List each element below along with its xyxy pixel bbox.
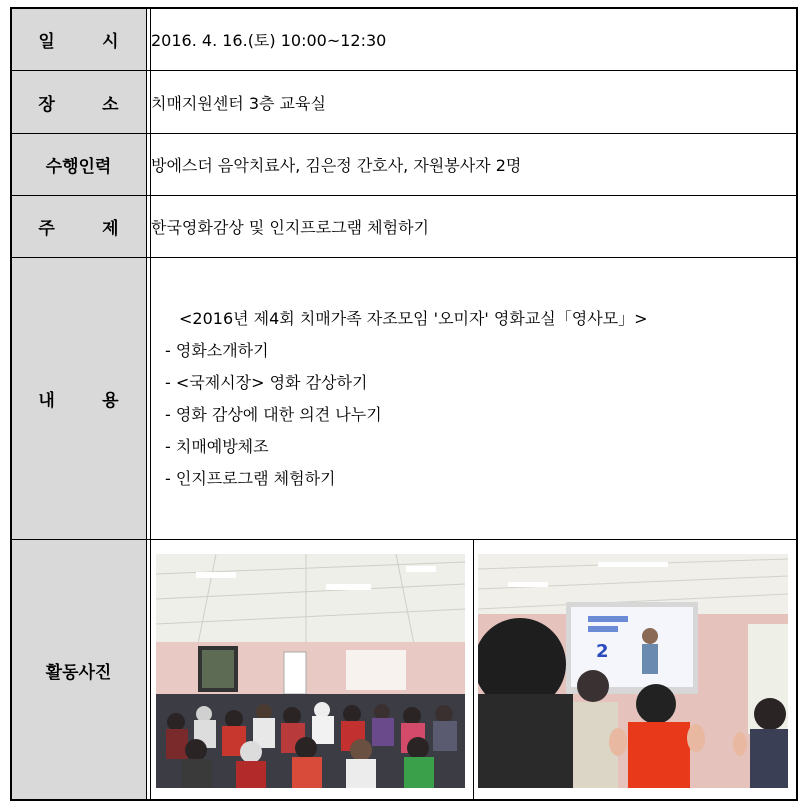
content-item: - 영화소개하기 <box>165 340 269 360</box>
date-label: 일 시 <box>11 8 147 71</box>
content-item: - 인지프로그램 체험하기 <box>165 468 336 488</box>
topic-value: 한국영화감상 및 인지프로그램 체험하기 <box>151 196 798 258</box>
staff-value: 방에스더 음악치료사, 김은정 간호사, 자원봉사자 2명 <box>151 134 798 196</box>
staff-label: 수행인력 <box>11 134 147 196</box>
date-value: 2016. 4. 16.(토) 10:00~12:30 <box>151 8 798 71</box>
content-item: - <국제시장> 영화 감상하기 <box>165 372 368 392</box>
content-item: - 치매예방체조 <box>165 436 269 456</box>
place-label: 장 소 <box>11 71 147 134</box>
place-value: 치매지원센터 3층 교육실 <box>151 71 798 134</box>
content-item: - 영화 감상에 대한 의견 나누기 <box>165 404 382 424</box>
photos-label: 활동사진 <box>11 540 147 801</box>
content-heading: <2016년 제4회 치매가족 자조모임 '오미자' 영화교실「영사모」> <box>179 308 648 328</box>
content-label: 내 용 <box>11 258 147 540</box>
topic-label: 주 제 <box>11 196 147 258</box>
screen-number: 2 <box>596 641 609 662</box>
